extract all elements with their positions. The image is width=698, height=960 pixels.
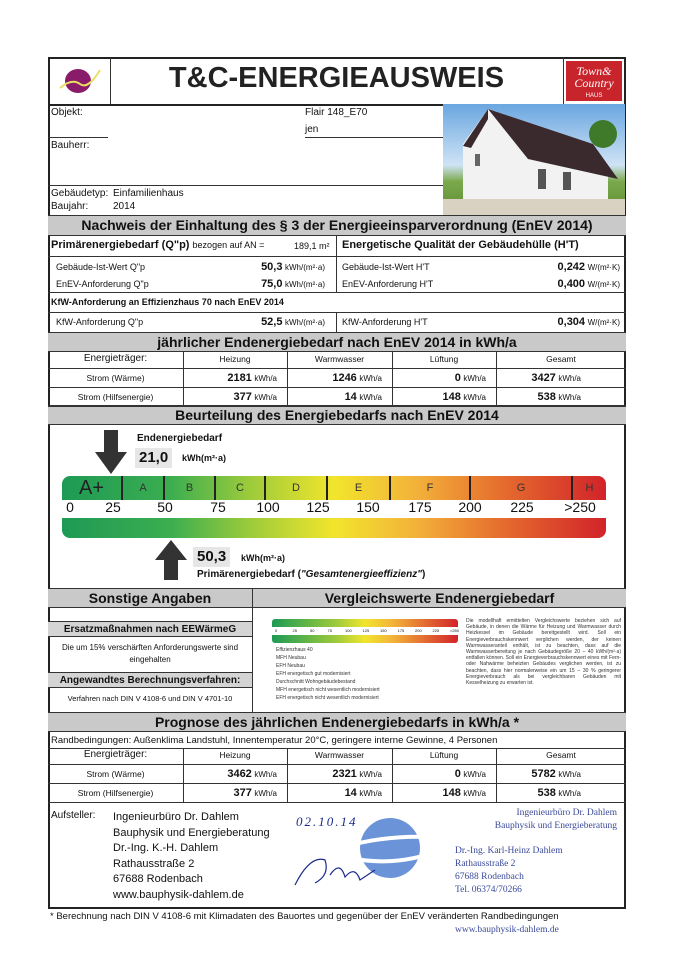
randbedingungen: Randbedingungen: Außenklima Landstuhl, Innentemperatur 20°C, geringere interne Gewinne, 4 Personen: [51, 735, 498, 746]
gebaeudetyp-value: Einfamilienhaus: [113, 188, 184, 199]
objekt-value-2: jen: [305, 124, 319, 135]
huelle-title: Energetische Qualität der Gebäudehülle (H'T): [342, 239, 579, 251]
mini-scale-tick: 100: [345, 628, 352, 633]
unit: kWh/a: [463, 789, 486, 798]
scale-tick: 100: [256, 499, 280, 515]
mini-scale-tick: 200: [415, 628, 422, 633]
nachweis-heading: Nachweis der Einhaltung des § 3 der Energieeinsparverordnung (EnEV 2014): [48, 215, 626, 236]
row-label: Strom (Wärme): [86, 373, 145, 383]
energy-class-G: G: [471, 476, 573, 500]
scale-tick: 150: [356, 499, 380, 515]
energy-class-H: H: [585, 482, 594, 494]
unit: W/(m²·K): [587, 280, 620, 289]
verfahren-heading: Angewandtes Berechnungsverfahren:: [48, 672, 252, 688]
nachweis-q-label: Gebäude-Ist-Wert Q"p: [56, 262, 146, 272]
table-cell: [496, 784, 581, 803]
endenergie-value-box: [135, 448, 172, 468]
unit: kWh/a: [463, 393, 486, 402]
unit: kWh/a: [463, 770, 486, 779]
footnote: * Berechnung nach DIN V 4108-6 mit Klimadaten des Bauortes und gegenüber der EnEV veränderten Randbedingungen: [50, 911, 559, 922]
value: 3462: [227, 768, 252, 780]
table-cell: [183, 765, 277, 784]
signature-date: 02.10.14: [296, 814, 358, 829]
row-label: Strom (Hilfsenergie): [77, 392, 154, 402]
baujahr-label: Baujahr:: [51, 201, 89, 212]
value: 0: [454, 372, 461, 384]
comparison-label: EFH energetisch nicht wesentlich modernisiert: [276, 695, 379, 701]
endenergie-label: Endenergiebedarf: [137, 433, 223, 444]
stamp-line: 67688 Rodenbach: [455, 872, 524, 882]
label-end: ): [421, 569, 426, 580]
energy-class-B: B: [165, 476, 216, 500]
scale-tick: 125: [306, 499, 330, 515]
energy-class-F: F: [391, 476, 471, 500]
value: 0,242: [557, 261, 586, 273]
column-header: Lüftung: [429, 750, 459, 760]
kfw-h-label: KfW-Anforderung H'T: [342, 317, 428, 327]
value: 5782: [531, 768, 556, 780]
ersatz-text: Die um 15% verschärften Anforderungswerte sind eingehalten: [61, 643, 239, 664]
down-arrow-icon: [95, 430, 127, 479]
energy-class-C: C: [216, 476, 266, 500]
scale-tick: 0: [66, 499, 74, 515]
unit: kWh/a: [359, 770, 382, 779]
mini-scale-tick: >250: [450, 628, 460, 633]
primaer-title: [51, 239, 264, 251]
mini-scale-tick: 175: [397, 628, 405, 633]
unit: kWh/a: [359, 374, 382, 383]
class-scale-bar: [62, 476, 606, 500]
comparison-label: Effizienzhaus 40: [276, 647, 313, 653]
value: 75,0: [261, 278, 283, 290]
kfw-q-value: [160, 313, 325, 332]
value: 2181: [227, 372, 252, 384]
nachweis-h-value: [450, 275, 620, 294]
value: 538: [537, 391, 556, 403]
mini-scale-tick: 150: [380, 628, 387, 633]
value: 538: [537, 787, 556, 799]
nachweis-q-value: [160, 275, 325, 294]
unit: kWh/(m²·a): [285, 280, 325, 289]
scale-tick: 225: [510, 499, 534, 515]
row-label: Strom (Wärme): [86, 769, 145, 779]
endenergie-unit: kWh(m²·a): [182, 453, 226, 463]
table-cell: [392, 784, 486, 803]
primaer-value: 50,3: [197, 548, 227, 565]
scale-tick: >250: [564, 499, 596, 515]
value: 148: [442, 787, 461, 799]
value: 14: [344, 391, 357, 403]
prognose-heading: Prognose des jährlichen Endenergiebedarfs in kWh/a *: [48, 712, 626, 732]
aufsteller-line: Rathausstraße 2: [113, 857, 195, 870]
value: 2321: [332, 768, 357, 780]
nachweis-h-label: EnEV-Anforderung H'T: [342, 279, 434, 289]
unit: kWh/a: [254, 770, 277, 779]
table-cell: [183, 784, 277, 803]
primaer-title-text: Primärenergiebedarf (Q"p): [51, 239, 190, 251]
column-header: Warmwasser: [314, 750, 365, 760]
unit: W/(m²·K): [587, 318, 620, 327]
aufsteller-address: [113, 810, 270, 903]
column-header: Heizung: [219, 354, 251, 364]
value: 0,304: [557, 316, 586, 328]
primaer-label: [197, 569, 425, 580]
scale-tick: 25: [105, 499, 121, 515]
kfw-h-value: [450, 313, 620, 332]
aufsteller-line: www.bauphysik-dahlem.de: [113, 888, 244, 901]
unit: kWh/a: [558, 789, 581, 798]
label-italic: "Gesamtenergieeffizienz": [300, 569, 422, 580]
signature: [290, 845, 380, 895]
mini-scale-tick: 75: [327, 628, 332, 633]
nachweis-h-label: Gebäude-Ist-Wert H'T: [342, 262, 430, 272]
unit: kWh/a: [254, 789, 277, 798]
column-header: Energieträger:: [83, 749, 148, 760]
unit: kWh/a: [558, 393, 581, 402]
scale-tick: 175: [408, 499, 432, 515]
unit: W/(m²·K): [587, 263, 620, 272]
mini-scale-tick: 0: [275, 628, 278, 633]
table-cell: [392, 369, 486, 388]
unit: kWh/a: [254, 393, 277, 402]
table-cell: [392, 388, 486, 407]
vergleich-text: Die modellhaft ermittelten Vergleichswerte beziehen sich auf Gebäude, in denen die Wärme für Heizung und Warmwasser durch Heizkessel im Gebäude bereitgestellt wird. Soll ein Energieverbrauchskennwert verglichen werden, der keinen Warmwasseranteil enthält, ist zu beachten, dass auf die Warmwasserbereitung je nach Gebäudegröße 20 – 40 kWh/(m²·a) entfallen können. Soll ein Energieverbrauchskennwert eines mit Fern- oder Nahwärme beheizten Gebäudes verglichen werden, ist zu beachten, dass hier normalerweise ein um 15 – 30 % geringerer Energieverbrauch als bei vergleichbaren Gebäuden mit Kesselheizung zu erwarten ist.: [466, 618, 621, 687]
aufsteller-label: Aufsteller:: [51, 810, 96, 821]
value: 1246: [332, 372, 357, 384]
energy-class-D: D: [266, 476, 328, 500]
up-arrow-icon: [155, 540, 187, 585]
unit: kWh/a: [359, 393, 382, 402]
value: 0: [454, 768, 461, 780]
kfw-q-label: KfW-Anforderung Q"p: [56, 317, 144, 327]
stamp-text: [445, 807, 617, 897]
aufsteller-line: 67688 Rodenbach: [113, 873, 203, 885]
unit: kWh/(m²·a): [285, 318, 325, 327]
unit: kWh/a: [558, 770, 581, 779]
stamp-web: www.bauphysik-dahlem.de: [455, 925, 559, 935]
table-cell: [496, 388, 581, 407]
energy-class-E: E: [328, 476, 391, 500]
aufsteller-line: Ingenieurbüro Dr. Dahlem: [113, 811, 239, 823]
comparison-label: EFH energetisch gut modernisiert: [276, 671, 351, 677]
vergleich-heading: Vergleichswerte Endenergiebedarf: [252, 588, 626, 608]
scale-tick: 75: [210, 499, 226, 515]
aufsteller-line: Bauphysik und Energieberatung: [113, 826, 270, 839]
table-cell: [287, 765, 382, 784]
primary-scale-bar: [62, 518, 606, 538]
value: 52,5: [261, 316, 283, 328]
objekt-value: Flair 148_E70: [305, 107, 368, 118]
value: 50,3: [261, 261, 283, 273]
value: 14: [344, 787, 357, 799]
stamp-line: Rathausstraße 2: [455, 859, 516, 869]
table-cell: [183, 388, 277, 407]
table-cell: [496, 765, 581, 784]
house-photo: [443, 104, 625, 215]
svg-text:Town&: Town&: [576, 64, 612, 78]
unit: kWh/a: [254, 374, 277, 383]
svg-text:HAUS: HAUS: [585, 93, 603, 99]
gebaeudetyp-label: Gebäudetyp:: [51, 188, 109, 199]
mini-scale-tick: 125: [362, 628, 370, 633]
column-header: Heizung: [219, 750, 251, 760]
energy-logo: [58, 62, 102, 100]
table-cell: [392, 765, 486, 784]
column-header: Gesamt: [546, 750, 576, 760]
bezogen-label: bezogen auf AN =: [192, 240, 265, 250]
value: 377: [233, 787, 252, 799]
stamp-line: Tel. 06374/70266: [455, 885, 522, 895]
svg-text:Country: Country: [574, 76, 614, 90]
aufsteller-line: Dr.-Ing. K.-H. Dahlem: [113, 842, 219, 854]
endenergie-value: 21,0: [139, 449, 169, 466]
value: 377: [233, 391, 252, 403]
primaer-value-box: [193, 547, 230, 567]
town-country-logo: [566, 61, 622, 101]
comparison-label: Durchschnitt Wohngebäudebestand: [276, 679, 356, 685]
comparison-label: MFH energetisch nicht wesentlich modernisiert: [276, 687, 380, 693]
unit: kWh/a: [558, 374, 581, 383]
sonstige-heading: Sonstige Angaben: [48, 588, 252, 608]
document-title: T&C-ENERGIEAUSWEIS: [168, 62, 505, 94]
unit: kWh/a: [463, 374, 486, 383]
unit: kWh/(m²·a): [285, 263, 325, 272]
table-cell: [287, 388, 382, 407]
comparison-scale: [272, 619, 458, 643]
endenergie-heading: jährlicher Endenergiebedarf nach EnEV 2014 in kWh/a: [48, 332, 626, 352]
table-cell: [183, 369, 277, 388]
column-header: Lüftung: [429, 354, 459, 364]
value: 148: [442, 391, 461, 403]
comparison-label: EFH Neubau: [276, 663, 305, 669]
stamp-line: Ingenieurbüro Dr. Dahlem: [516, 808, 617, 818]
table-cell: [496, 369, 581, 388]
row-label: Strom (Hilfsenergie): [77, 788, 154, 798]
column-header: Warmwasser: [314, 354, 365, 364]
mini-scale-tick: 25: [292, 628, 297, 633]
mini-scale-tick: 50: [310, 628, 315, 633]
unit: kWh/a: [359, 789, 382, 798]
bauherr-label: Bauherr:: [51, 140, 90, 151]
table-cell: [287, 369, 382, 388]
column-header: Energieträger:: [83, 353, 148, 364]
area-value: 189,1 m²: [294, 241, 330, 251]
verfahren-text: Verfahren nach DIN V 4108-6 und DIN V 4701-10: [67, 694, 233, 703]
energy-class-A: A: [123, 476, 165, 500]
primaer-unit: kWh(m²·a): [241, 553, 285, 563]
column-header: Gesamt: [546, 354, 576, 364]
kfw-heading: KfW-Anforderung an Effizienzhaus 70 nach EnEV 2014: [51, 297, 284, 307]
comparison-label: MFH Neubau: [276, 655, 306, 661]
scale-tick: 50: [157, 499, 173, 515]
baujahr-value: 2014: [113, 201, 136, 212]
ersatz-heading: Ersatzmaßnahmen nach EEWärmeG: [48, 621, 252, 637]
value: 3427: [531, 372, 556, 384]
stamp-line: Dr.-Ing. Karl-Heinz Dahlem: [455, 846, 563, 856]
nachweis-q-label: EnEV-Anforderung Q"p: [56, 279, 149, 289]
label: Primärenergiebedarf (: [197, 569, 301, 580]
beurteilung-heading: Beurteilung des Energiebedarfs nach EnEV 2014: [48, 405, 626, 425]
table-cell: [287, 784, 382, 803]
scale-tick: 200: [458, 499, 482, 515]
stamp-line: Bauphysik und Energieberatung: [494, 821, 617, 831]
objekt-label: Objekt:: [51, 107, 83, 118]
value: 0,400: [557, 278, 586, 290]
mini-scale-tick: 225: [432, 628, 440, 633]
energy-class-A+: A+: [62, 476, 123, 500]
